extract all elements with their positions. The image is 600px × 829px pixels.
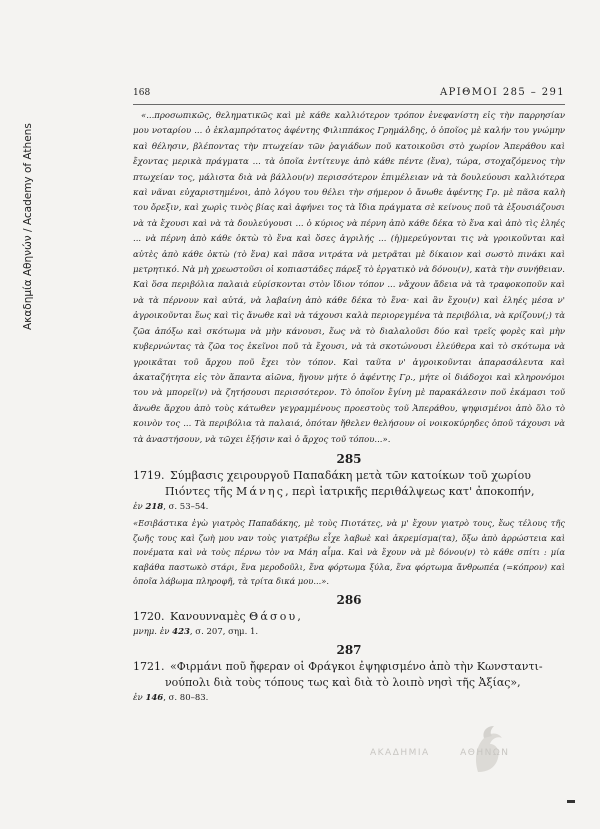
ref-prefix: μνημ. ἐν [133,626,173,637]
entry-1720 [133,609,565,625]
ref-pages: , σ. 207, σημ. 1. [189,626,259,637]
bibliographic-reference [133,625,565,639]
place-name: Μάνης [236,484,286,498]
place-name: Θάσου [249,609,298,623]
watermark-right: ΑΘΗΝΩΝ [460,748,510,758]
entry-title-part: , [297,609,301,623]
entry-title-part: , περὶ ἰατρικῆς περιθάλψεως κατ' ἀποκοπήν, [285,484,535,498]
bibliographic-reference [133,500,565,514]
ref-number: 218 [145,501,164,512]
ref-number: 146 [145,692,164,703]
entry-1719 [133,468,565,500]
page-mark [567,800,575,803]
ref-prefix: ἐν [133,501,146,512]
academy-watermark [370,724,570,784]
ref-pages: , σ. 53–54. [163,501,209,512]
running-title: ΑΡΙΘΜΟΙ 285 – 291 [440,87,565,98]
section-heading: 285 [336,451,362,466]
entry-title: Σύμβασις χειρουργοῦ Παπαδάκη μετὰ τῶν κατοίκων τοῦ χωρίου [170,468,531,482]
bibliographic-reference [133,691,565,705]
entry-number: 1719. [133,468,165,482]
running-header [133,86,565,105]
entry-title-continued: νούπολι διὰ τοὺς τόπους τως καὶ διὰ τὸ λοιπὸ νησὶ τῆς Ἀξίας», [165,675,521,689]
side-archive-label [22,30,40,330]
page-number: 168 [133,88,151,98]
section-heading: 287 [336,642,362,657]
side-archive-text: Ακαδημία Αθηνών / Academy of Athens [22,123,34,330]
entry-number: 1721. [133,659,165,673]
quote-block: «Εσιβάστικα ἐγὼ γιατρὸς Παπαδάκης, μὲ τοὺς Πιοτάτες, νὰ μ' ἔχουν γιατρὸ τους, ἕως τέλους τῆς ζωῆς τους καὶ ζωὴ μου ναν τοὺς γιατρέβω εἶχε λαβωὲ καὶ ἀκρεμίσμα(τα), ὄξω ἀπὸ ἀρρώστεια καὶ πονέματα καὶ νὰ τοὺς πέρνω τὸν να Μάη αἶμα. Καὶ νὰ ἔχουν νὰ μὲ δόνου(ν) τὸ κάθε σπίτι : μία καβάθα παστωκὸ στάρι, ἕνα μεροδοῦλι, ἕνα φόρτωμα ξύλα, ἕνα φόρτωμα ἄνθρωπέα (=κόπρον) καὶ ὁποῖα λάβωμα πληροφῆ, τὰ τρίτα δικά μου...». [133,517,565,587]
entry-title-part: Πιόντες τῆς [165,484,236,498]
entry-1721 [133,659,565,691]
quote-block: «...προσωπικῶς, θεληματικῶς καὶ μὲ κάθε καλλιότερον τρόπον ἐνεφανίστη εἰς τὴν παρρησίαν μου νοταρίου ... ὁ ἐκλαμπρότατος ἀφέντης Φιλιππάκος Γρημάλδης, ὁ ὁποῖος μὲ καλήν του γνώμην καὶ θέλησιν, βλέποντας τὴν πτωχείαν τῶν ῥαγιάδων ποῦ κατοικοῦσι στὸ χωρίον Ἀπεράθου καὶ ἔχοντας μερικὰ πράγματα ... τὰ ὁποῖα ἐντίτευγε ἀπὸ κάθε πέντε (ἕνα), τώρα, στοχαζόμενος τὴν πτωχείαν τος, μάλιστα διὰ νὰ βάλλου(ν) περισσότερον ἐπιμέλειαν νὰ τὰ δουλεύουσι καλλιότερα καὶ νᾶναι εὐχαριστημένοι, ἀπὸ λόγου του θέλει τὴν σήμερον ὁ ἄνωθε ἀφέντης Γρ. μὲ πᾶσα καλὴ του ὄρεξιν, καὶ χωρὶς τινὸς βίας καὶ ἀφήνει τος τὰ ἴδια πράγματα σὲ κείνους ποῦ τὰ ἐξουσιάζουσι νὰ τὰ ἔχουσι καὶ νὰ τὰ δουλεύγουσι ... ὁ κύριος νὰ πέρνη ἀπὸ κάθε δέκα τὸ ἕνα καὶ ἀπὸ τὶς ἐληές ... νὰ πέρνη ἀπὸ κάθε ὀκτὼ τὸ ἕνα καὶ ὅσες ἀγριλής ... (ἡ)μερεύγονται τις νὰ γροικοῦνται καὶ αὐτὲς ἀπὸ κάθε ὀκτὼ (τὸ ἕνα) καὶ πᾶσα νιτράτα νὰ μετρᾶται μὲ δίκαιον καὶ σωστὸ πινάκι καὶ μετρητικό. Νὰ μὴ χρεωστοῦσι οἱ κοπιαστάδες πάρεξ τὸ ἐργατικὸ νὰ δόνου(ν), κατὰ τὴν συνήθειαν. Καὶ ὅσα περιβόλια παλαιὰ εὑρίσκονται στὸν ἴδιον τόπον ... νἄχουν ἄδεια νὰ τὰ τραφοκοποῦν καὶ νὰ τὰ πέρνουν καὶ αὐτά, νὰ λαβαίνη ἀπὸ κάθε δέκα τὸ ἕνα· καὶ ἂν ἔχου(ν) καὶ ἐληές μέσα ν' ἀγροικοῦνται ἕως καὶ τὶς ἄνωθε καὶ νὰ τάχουσι καλὰ περιορεγμένα τὰ περιβόλια, νὰ κρίζουν(;) τὰ ζῶα ἀπόξω καὶ σκότωμα νὰ μὴν κάνουσι, ἕως νὰ τὸ διαλαλοῦσι δύο καὶ τρεῖς φορὲς καὶ μὴν κυβερνώντας τὰ ζῶα τος ἐκεῖνοι ποῦ τὰ ἔχουσι, νὰ τὰ σκοτώνουσι ἐλεύθερα καὶ τὸ σκότωμα νὰ γροικᾶται τοῦ ἄρχου ποῦ ἔχει τὸν τόπον. Καὶ ταῦτα ν' ἀγροικοῦνται ἀπαρασάλευτα καὶ ἀκαταζήτητα εἰς τὸν ἅπαντα αἰῶνα, ἤγουν μήτε ὁ ἀφέντης Γρ., μήτε οἱ διάδοχοι καὶ κληρονόμοι του νὰ μπορεῖ(ν) νὰ ζητήσουσι περισσότερον. Τὸ ὁποῖον ἔγίνη μὲ παρακάλεσιν ποῦ ἐκάμασι τοῦ ἄνωθε ἄρχου ἀπὸ τοὺς κάτωθεν γεγραμμένους προεστοὺς τοῦ Ἀπεράθου, ψηφισμένοι ἀπὸ ὅλο τὸ κοινὸν τος ... Τὰ περιβόλια τὰ παλαιά, ὁπόταν ἤθελεν θελήσουν οἱ νοικοκύρηδες ὁποῦ τάχουσι νὰ τὰ ἀναστήσουν, νὰ τῶχει ἐξήσιν καὶ ὁ ἄρχος τοῦ τόπου...». [133,111,565,445]
ref-prefix: ἐν [133,692,146,703]
watermark-text [370,748,570,758]
watermark-left: ΑΚΑΔΗΜΙΑ [370,748,430,758]
entry-title: «Φιρμάνι ποῦ ἤφεραν οἱ Φράγκοι ἐψηφισμένο ἀπὸ τὴν Κωνσταντι- [170,659,543,673]
entry-number: 1720. [133,609,165,623]
ref-pages: , σ. 80–83. [163,692,209,703]
book-page [133,86,565,705]
section-heading: 286 [336,592,362,607]
entry-title-part: Κανουνναμὲς [170,609,250,623]
ref-number: 423 [172,626,190,637]
